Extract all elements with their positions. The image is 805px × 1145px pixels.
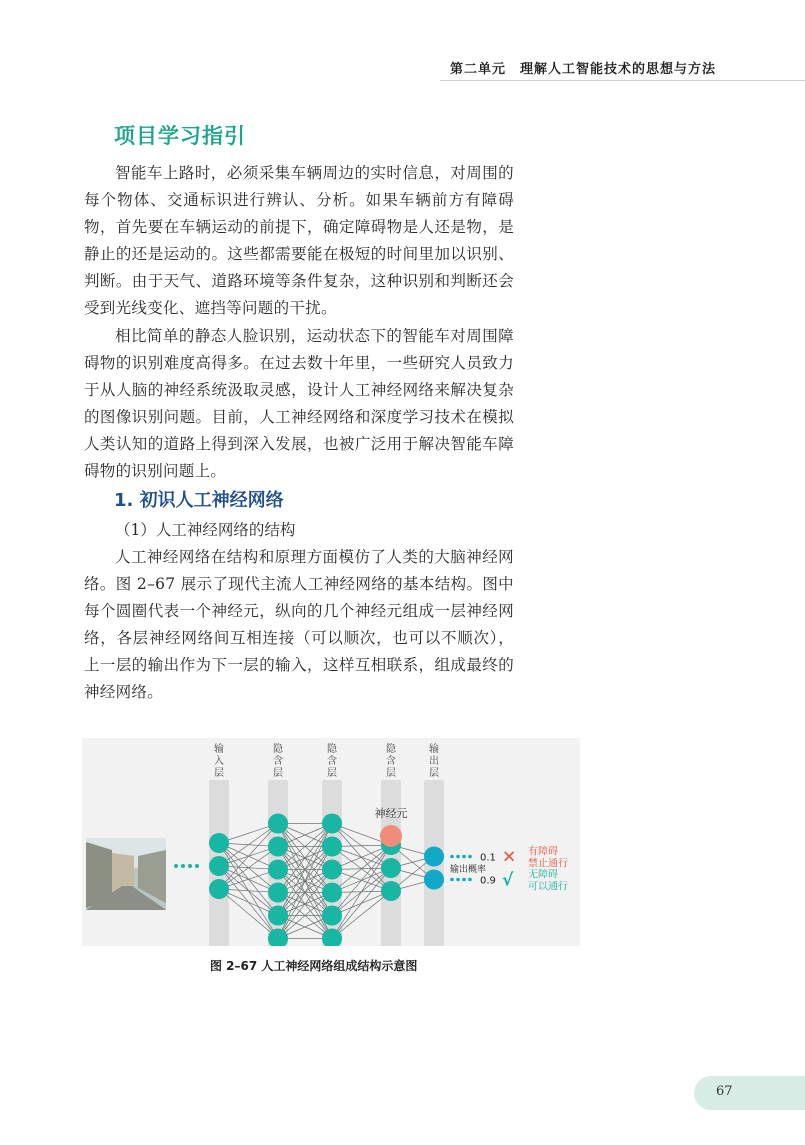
figure-caption: 图 2–67 人工神经网络组成结构示意图 xyxy=(210,959,418,973)
page-number-tab xyxy=(694,1076,805,1110)
intro-text xyxy=(84,160,514,485)
result-mark-icon: √ xyxy=(502,870,514,891)
output-dot xyxy=(468,855,472,859)
paragraph: 人工神经网络在结构和原理方面模仿了人类的大脑神经网络。图 2–67 展示了现代主流人工神经网络的基本结构。图中每个圆圈代表一个神经元，纵向的几个神经元组成一层神经网络，各层神经网络间互相连接（可以顺次，也可以不顺次），上一层的输出作为下一层的输入，这样互相联系，组成最终的神经网络。 xyxy=(84,548,514,702)
neuron xyxy=(322,906,342,926)
result-label: 有障碍 xyxy=(528,846,558,858)
paragraph: 智能车上路时，必须采集车辆周边的实时信息，对周围的每个物体、交通标识进行辨认、分析。如果车辆前方有障碍物，首先要在车辆运动的前提下，确定障碍物是人还是物，是静止的还是运动的。这些都需要能在极短的时间里加以识别、判断。由于天气、道路环境等条件复杂，这种识别和判断还会受到光线变化、遮挡等问题的干扰。 xyxy=(84,164,514,318)
neuron-label: 神经元 xyxy=(374,807,408,820)
layer-label: 输入层 xyxy=(214,744,224,779)
paragraph: 相比简单的静态人脸识别，运动状态下的智能车对周围障碍物的识别难度高得多。在过去数十年里，一些研究人员致力于从人脑的神经系统汲取灵感，设计人工神经网络来解决复杂的图像识别问题。目前，人工神经网络和深度学习技术在模拟人类认知的道路上得到深入发展，也被广泛用于解决智能车障碍物的识别问题上。 xyxy=(84,326,514,481)
page-number: 67 xyxy=(716,1084,733,1099)
neuron xyxy=(209,879,229,899)
neuron xyxy=(381,881,401,901)
neuron xyxy=(268,906,288,926)
output-dot xyxy=(462,855,466,859)
neuron xyxy=(322,814,342,834)
section-title: 项目学习指引 xyxy=(114,124,246,148)
layer-label: 隐含层 xyxy=(273,744,283,779)
neuron xyxy=(322,883,342,903)
result-label: 禁止通行 xyxy=(528,858,568,870)
connector-dot xyxy=(195,864,199,868)
neuron xyxy=(322,860,342,880)
running-head: 第二单元 理解人工智能技术的思想与方法 xyxy=(450,62,717,77)
heading-1: 1. 初识人工神经网络 xyxy=(114,490,284,511)
output-dot xyxy=(456,878,460,882)
header-rule xyxy=(440,80,805,81)
output-dot xyxy=(450,855,454,859)
body-text xyxy=(84,544,514,707)
layer-label: 输出层 xyxy=(429,744,439,779)
neuron xyxy=(268,837,288,857)
output-value: 0.1 xyxy=(480,852,496,864)
neuron xyxy=(322,837,342,857)
neural-network-figure xyxy=(82,738,580,946)
connector-dot xyxy=(174,864,178,868)
layer-label: 隐含层 xyxy=(327,744,337,779)
output-value: 0.9 xyxy=(480,875,496,887)
connector-dot xyxy=(188,864,192,868)
result-label: 无障碍 xyxy=(528,869,558,881)
neuron xyxy=(209,833,229,853)
connector-dot xyxy=(181,864,185,868)
sub-heading: （1）人工神经网络的结构 xyxy=(115,521,296,539)
result-mark-icon: ✕ xyxy=(502,847,517,868)
output-dot xyxy=(468,878,472,882)
layer-label: 隐含层 xyxy=(386,744,396,779)
neuron xyxy=(424,847,444,867)
output-dot xyxy=(462,878,466,882)
neuron xyxy=(209,856,229,876)
neural-network-diagram xyxy=(82,738,580,946)
neuron xyxy=(268,860,288,880)
neuron xyxy=(381,858,401,878)
output-probability-label: 输出概率 xyxy=(450,865,487,875)
highlight-neuron xyxy=(380,825,402,847)
result-label: 可以通行 xyxy=(528,881,568,893)
neuron xyxy=(424,870,444,890)
output-dot xyxy=(450,878,454,882)
output-dot xyxy=(456,855,460,859)
neuron xyxy=(268,883,288,903)
neuron xyxy=(268,814,288,834)
